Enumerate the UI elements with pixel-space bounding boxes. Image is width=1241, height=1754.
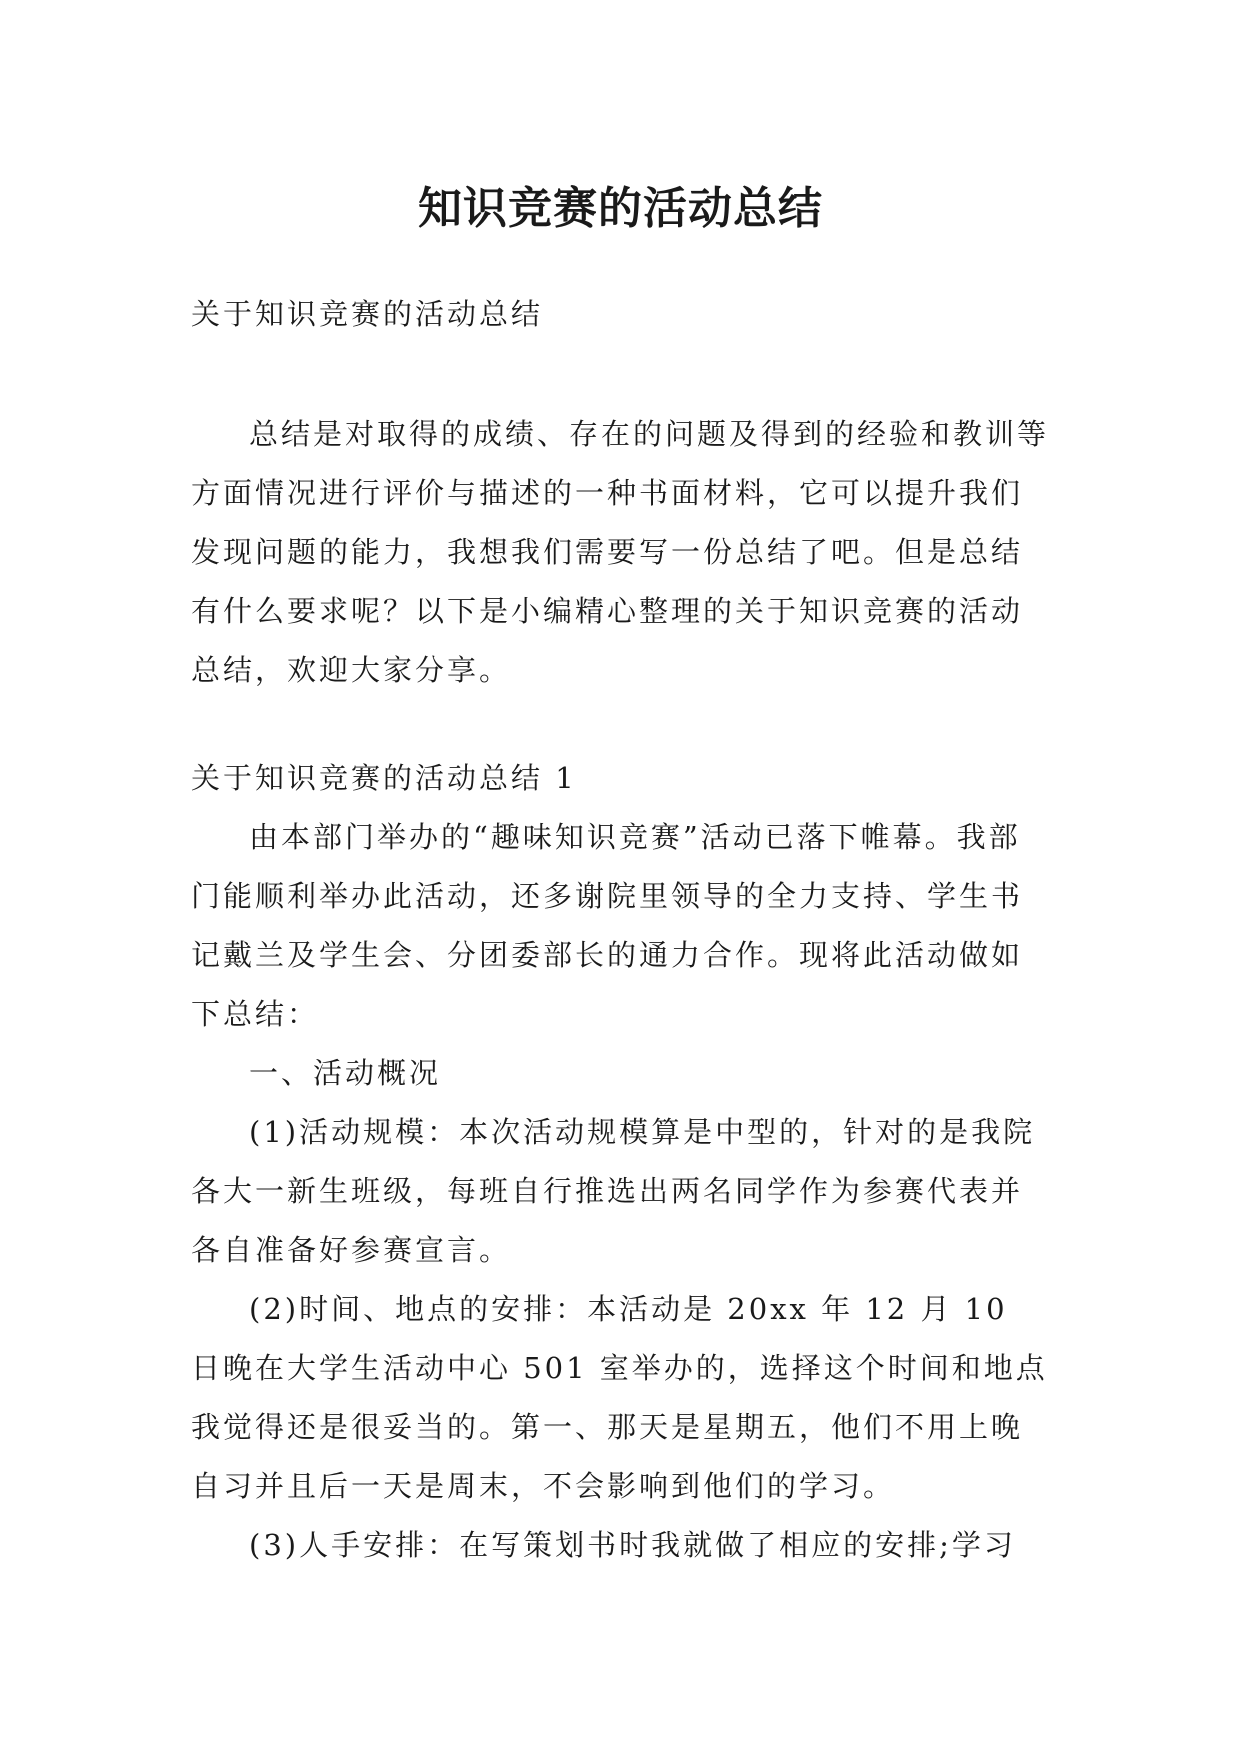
intro-block — [191, 405, 1051, 700]
section-heading: 关于知识竞赛的活动总结 1 — [191, 761, 577, 795]
intro-paragraph: 总结是对取得的成绩、存在的问题及得到的经验和教训等方面情况进行评价与描述的一种书面材料，它可以提升我们发现问题的能力，我想我们需要写一份总结了吧。但是总结有什么要求呢？以下是小编精心整理的关于知识竞赛的活动总结，欢迎大家分享。 — [191, 417, 1050, 687]
document-subtitle: 关于知识竞赛的活动总结 — [191, 297, 544, 331]
section-1 — [191, 749, 1051, 1575]
section-paragraph-1: 由本部门举办的“趣味知识竞赛”活动已落下帷幕。我部门能顺利举办此活动，还多谢院里领导的全力支持、学生书记戴兰及学生会、分团委部长的通力合作。现将此活动做如下总结： — [191, 820, 1024, 1031]
section-paragraph-time-place: (2)时间、地点的安排：本活动是 20xx 年 12 月 10 日晚在大学生活动中心 501 室举办的，选择这个时间和地点我觉得还是很妥当的。第一、那天是星期五，他们不用上晚自习并且后一天是周末，不会影响到他们的学习。 — [191, 1292, 1048, 1503]
section-paragraph-scale: (1)活动规模：本次活动规模算是中型的，针对的是我院各大一新生班级，每班自行推选出两名同学作为参赛代表并各自准备好参赛宣言。 — [191, 1115, 1036, 1267]
section-subheading-overview: 一、活动概况 — [249, 1056, 442, 1090]
document-title: 知识竞赛的活动总结 — [418, 183, 823, 235]
section-paragraph-staffing: (3)人手安排：在写策划书时我就做了相应的安排;学习 — [249, 1528, 1016, 1562]
